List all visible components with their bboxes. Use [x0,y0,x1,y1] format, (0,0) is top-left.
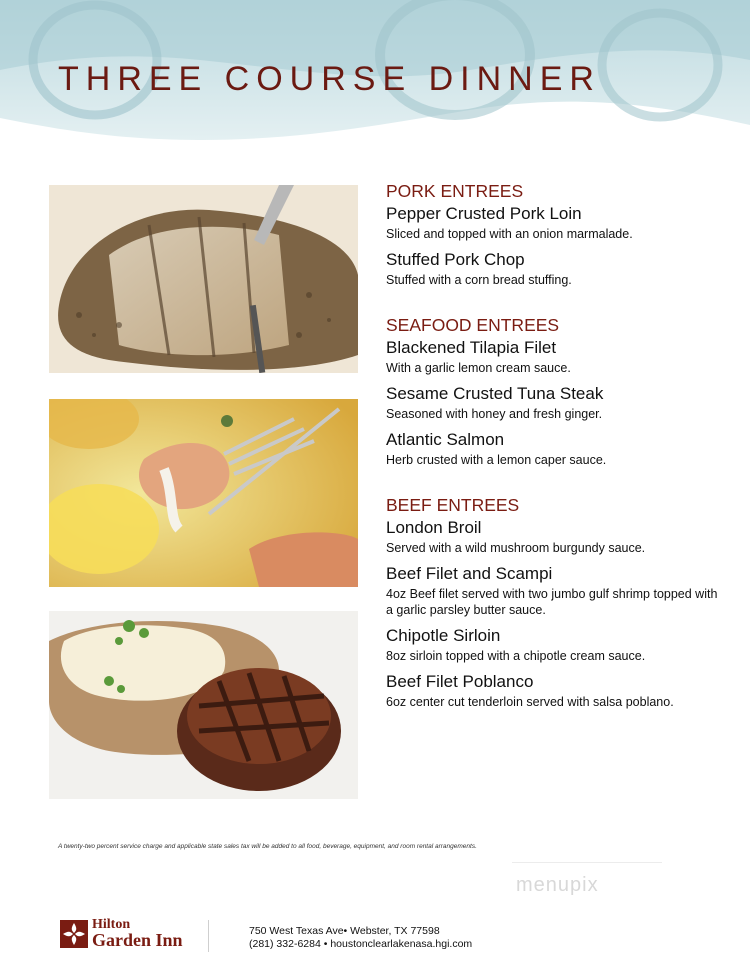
contact-info [249,925,472,951]
item-desc: 4oz Beef filet served with two jumbo gulf shrimp topped with a garlic parsley butter sauce. [386,587,718,617]
service-charge-disclaimer: A twenty-two percent service charge and applicable state sales tax will be added to all food, beverage, equipment, and room rental arrangements. [58,843,477,850]
section-title: PORK ENTREES [386,181,524,201]
seafood-section [386,314,726,468]
item-name: Chipotle Sirloin [386,626,501,645]
item-desc: Stuffed with a corn bread stuffing. [386,273,572,287]
address-text: 750 West Texas Ave• Webster, TX 77598 [249,925,440,937]
item-name: Pepper Crusted Pork Loin [386,204,582,223]
phone-website-text: (281) 332-6284 • houstonclearlakenasa.hgi.com [249,938,473,950]
pork-loin-photo [49,185,358,373]
beef-section [386,494,726,710]
logo-text-hilton: Hilton [92,917,131,932]
item-desc: Seasoned with honey and fresh ginger. [386,407,603,421]
menu-list [386,180,726,710]
item-desc: Sliced and topped with an onion marmalade. [386,227,633,241]
seafood-photo [49,399,358,587]
section-title: SEAFOOD ENTREES [386,315,560,335]
item-name: Beef Filet and Scampi [386,564,553,583]
item-desc: Served with a wild mushroom burgundy sauce. [386,541,646,555]
watermark-divider [512,862,662,863]
flower-logo-icon [60,920,88,948]
menupix-watermark: menupix [516,874,599,896]
item-name: Atlantic Salmon [386,430,505,449]
beef-filet-photo [49,611,358,799]
item-desc: Herb crusted with a lemon caper sauce. [386,453,607,467]
pork-section [386,180,726,288]
hilton-garden-inn-logo [60,918,210,952]
item-desc: With a garlic lemon cream sauce. [386,361,571,375]
item-name: Blackened Tilapia Filet [386,338,557,357]
section-title: BEEF ENTREES [386,495,520,515]
item-name: Stuffed Pork Chop [386,250,525,269]
page-title: THREE COURSE DINNER [58,60,601,98]
item-desc: 8oz sirloin topped with a chipotle cream sauce. [386,649,646,663]
logo-text-garden-inn: Garden Inn [92,930,183,950]
footer-divider [208,920,209,952]
item-name: Beef Filet Poblanco [386,672,534,691]
item-desc: 6oz center cut tenderloin served with salsa poblano. [386,695,674,709]
item-name: London Broil [386,518,482,537]
item-name: Sesame Crusted Tuna Steak [386,384,604,403]
